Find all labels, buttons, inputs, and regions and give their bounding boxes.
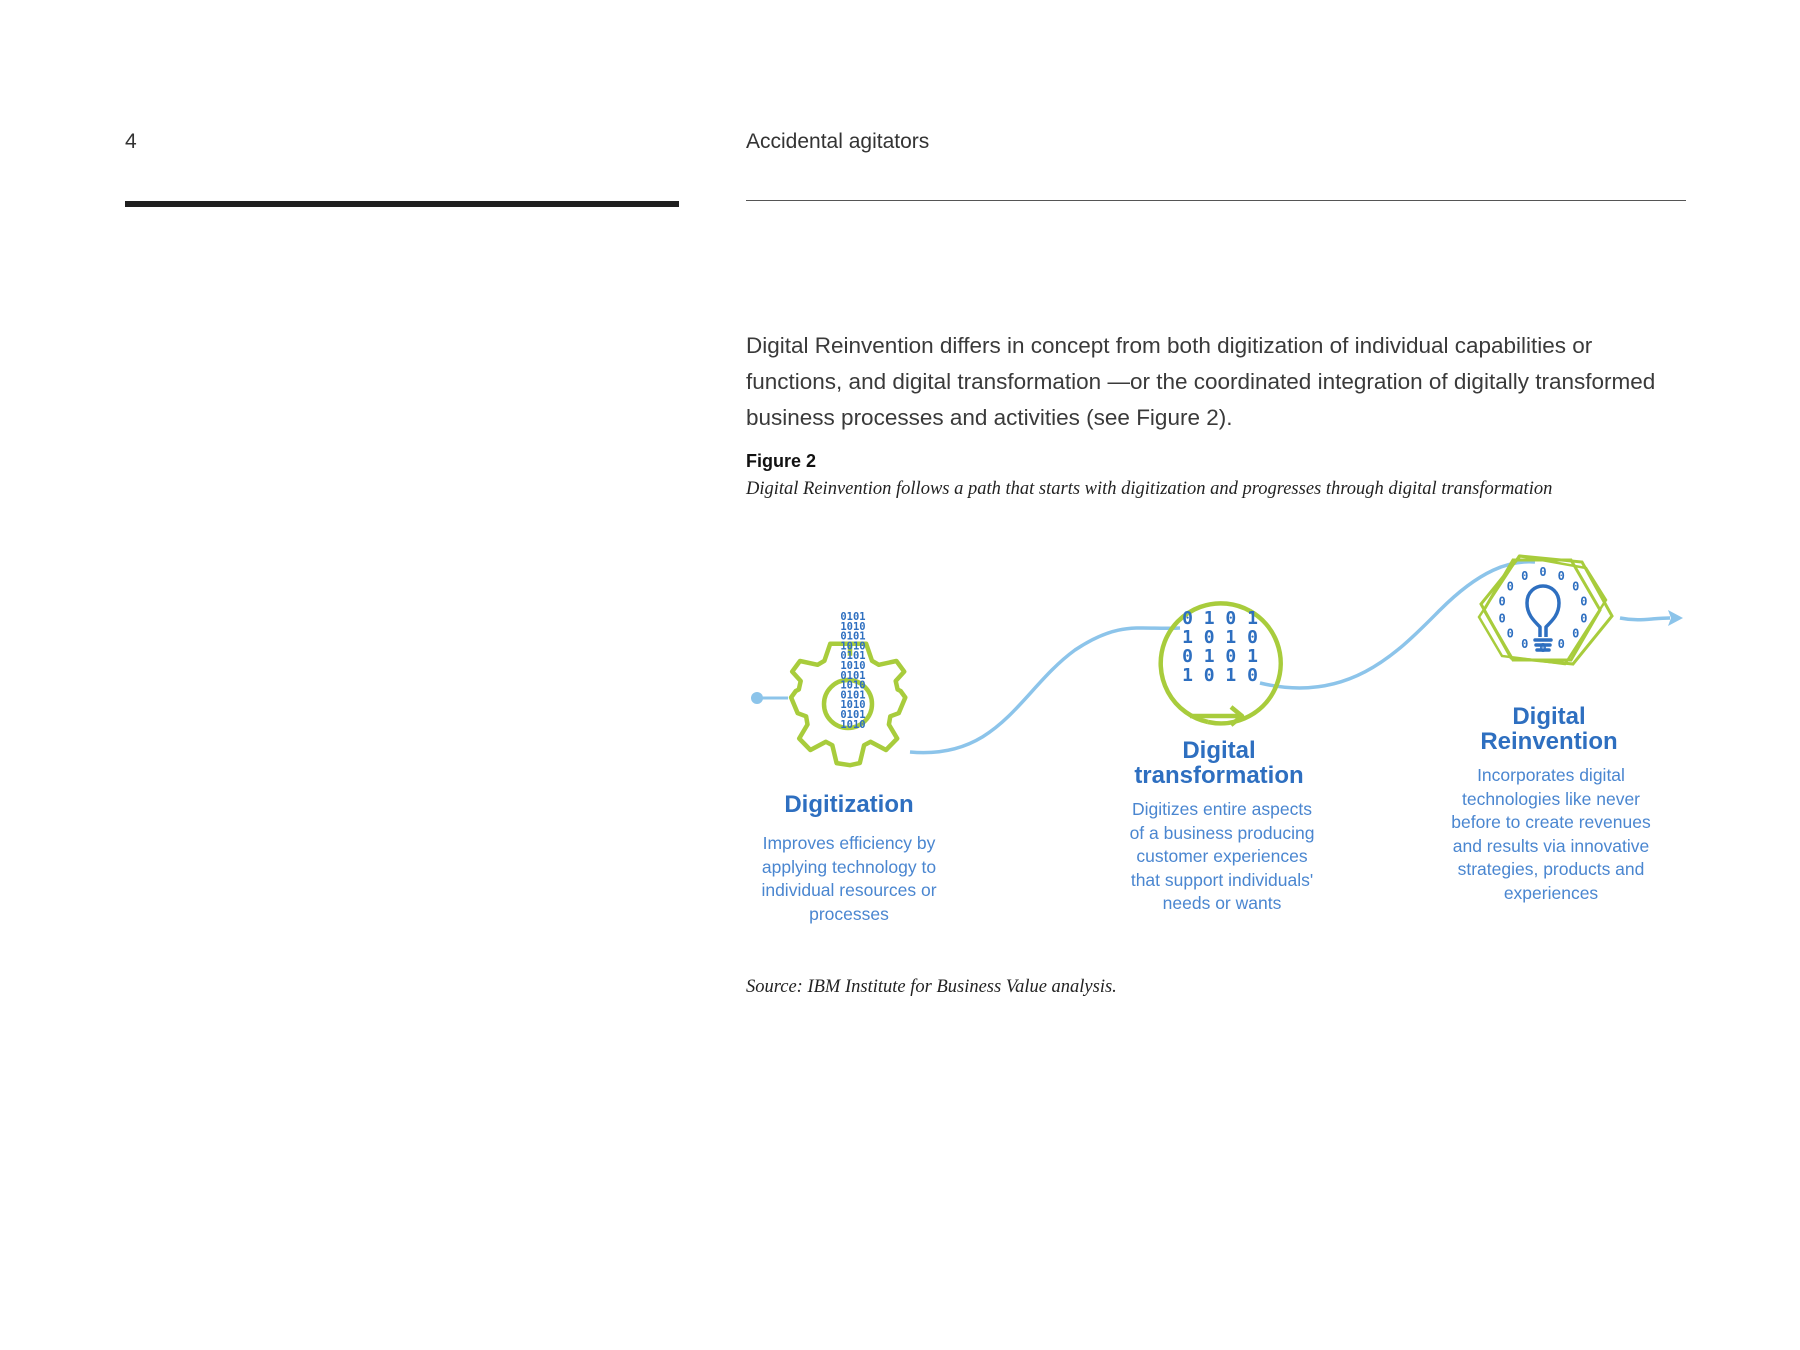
binary-glyph: 0 [1572, 626, 1580, 641]
description-line: technologies like never [1461, 788, 1641, 809]
binary-row: 1010 [840, 679, 866, 692]
binary-row: 1 0 1 0 [1182, 627, 1258, 648]
left-heavy-rule [125, 201, 679, 207]
figure-label: Figure 2 [746, 451, 817, 471]
binary-row: 1010 [840, 640, 866, 653]
binary-glyph: 0 [1498, 594, 1506, 609]
binary-glyph: 0 [1580, 594, 1588, 609]
source-note: Source: IBM Institute for Business Value analysis. [746, 977, 1117, 997]
binary-digits-icon [840, 611, 865, 731]
description-line: applying technology to [761, 856, 937, 877]
flow-end-line [1620, 618, 1670, 620]
binary-glyph: 0 [1539, 641, 1547, 655]
header-rule [746, 200, 1686, 201]
binary-glyph: 0 [1498, 611, 1506, 626]
binary-row: 1010 [840, 620, 866, 633]
stage-description-digital-transformation [1092, 798, 1352, 916]
binary-glyph: 0 [1521, 568, 1529, 583]
stage-description-digital-reinvention [1421, 764, 1681, 905]
binary-row: 0101 [840, 689, 866, 702]
description-line: before to create revenues [1451, 812, 1651, 832]
description-line: Digitizes entire aspects [1132, 799, 1312, 819]
description-line: strategies, products and [1457, 859, 1645, 879]
flow-curve-1 [910, 628, 1180, 753]
binary-row: 0 1 0 1 [1182, 646, 1258, 667]
binary-row: 0101 [840, 709, 866, 721]
stage-title-line: Reinvention [1480, 728, 1618, 755]
stage-description-digitization [730, 832, 968, 926]
binary-row: 0101 [840, 630, 866, 643]
description-line: individual resources or [761, 880, 937, 900]
binary-glyph: 0 [1580, 611, 1588, 626]
binary-glyph: 0 [1521, 637, 1529, 652]
binary-row: 1010 [840, 718, 866, 731]
binary-grid-icon [1182, 608, 1258, 686]
lightbulb-icon [1527, 586, 1559, 650]
stage-title-digital-transformation [1099, 738, 1339, 788]
binary-glyph: 0 [1506, 579, 1514, 594]
page-number: 4 [125, 130, 137, 153]
binary-row: 0101 [840, 669, 866, 682]
description-line: Incorporates digital [1477, 765, 1625, 785]
flow-start-dot [751, 692, 763, 704]
description-line: that support individuals' [1130, 869, 1314, 890]
binary-row: 1010 [840, 660, 866, 672]
stage-title-line: Digital [1512, 703, 1586, 730]
arrowhead-icon [1668, 610, 1683, 626]
binary-glyph: 0 [1539, 565, 1547, 579]
binary-glyph: 0 [1506, 626, 1514, 641]
binary-glyph: 0 [1572, 579, 1580, 594]
binary-glyph: 0 [1557, 568, 1565, 583]
body-paragraph: Digital Reinvention differs in concept from both digitization of individual capabilities or functions, and digital transformation —or the coordinated integration of digitally transformed business processes and activities (see Figure 2). [746, 333, 1656, 430]
stage-title-digitization [740, 792, 958, 817]
binary-row: 0101 [840, 650, 866, 663]
digital-reinvention-path-diagram [740, 530, 1700, 950]
stage-title-line: Digital [1182, 737, 1256, 764]
description-line: customer experiences [1136, 846, 1308, 866]
stage-title-digital-reinvention [1429, 704, 1669, 754]
description-line: and results via innovative [1452, 835, 1650, 856]
binary-row: 0 1 0 1 [1182, 608, 1258, 629]
description-line: Improves efficiency by [762, 833, 936, 853]
stage-title-line: transformation [1134, 762, 1304, 789]
description-line: needs or wants [1162, 893, 1282, 913]
binary-glyph: 0 [1557, 637, 1565, 652]
figure-caption: Digital Reinvention follows a path that starts with digitization and progresses through digital transformation [746, 479, 1553, 499]
description-line: processes [809, 903, 889, 924]
running-header: Accidental agitators [746, 130, 930, 153]
stage-title-line: Digitization [784, 791, 914, 818]
binary-row: 1 0 1 0 [1182, 665, 1258, 686]
description-line: of a business producing [1129, 822, 1315, 843]
description-line: experiences [1503, 882, 1599, 903]
binary-row: 0101 [840, 611, 866, 623]
binary-row: 1010 [840, 699, 866, 712]
